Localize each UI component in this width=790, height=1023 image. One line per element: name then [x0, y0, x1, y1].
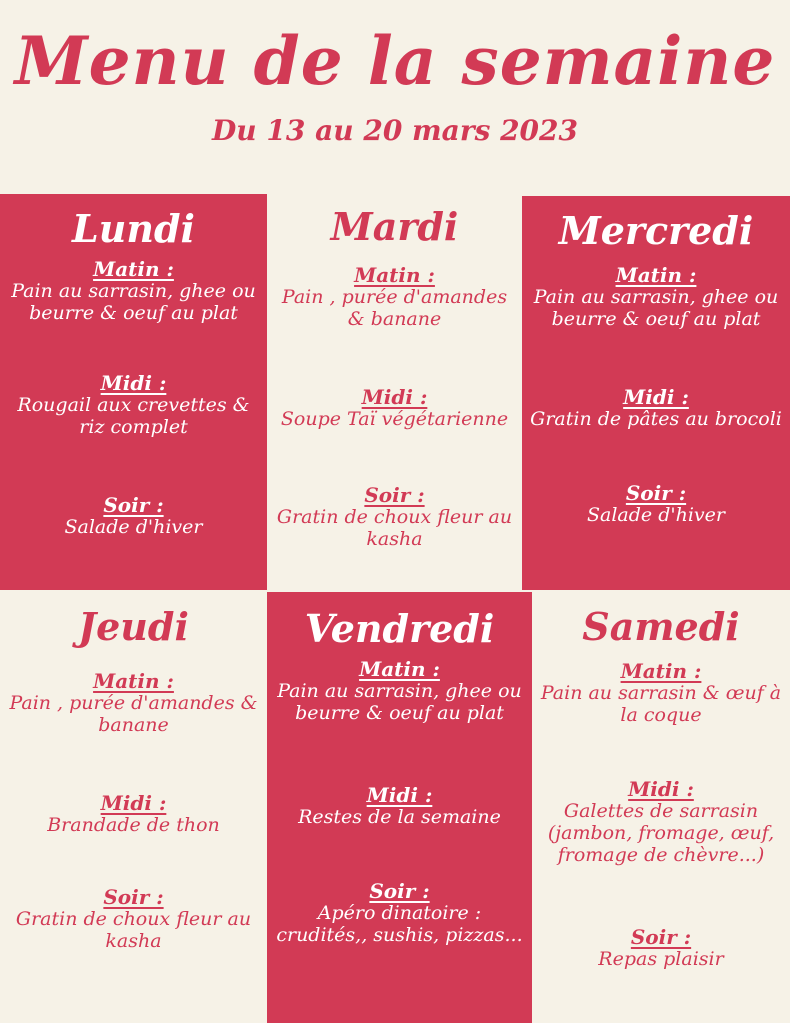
meal-label: Soir : [364, 483, 425, 507]
meal-matin [532, 660, 790, 726]
meal-text: Soupe Taï végétarienne [280, 408, 509, 430]
meal-text: Gratin de choux fleur au kasha [15, 908, 252, 952]
meal-label: Matin : [354, 263, 435, 287]
meal-text: Salade d'hiver [64, 516, 203, 538]
meal-label: Matin : [93, 669, 174, 693]
meal-label: Midi : [100, 371, 167, 395]
meal-text: Pain au sarrasin & œuf à la coque [540, 682, 782, 726]
day-name: Lundi [72, 206, 195, 251]
meal-soir [522, 482, 790, 526]
page-title: Menu de la semaine [14, 22, 776, 100]
meal-label: Soir : [103, 885, 164, 909]
day-name: Mercredi [558, 208, 754, 253]
date-range: Du 13 au 20 mars 2023 [211, 114, 579, 147]
meal-midi [0, 372, 267, 438]
meal-label: Midi : [100, 791, 167, 815]
meal-label: Midi : [623, 385, 689, 409]
day-card-vendredi [267, 592, 532, 1023]
meal-midi [532, 778, 790, 866]
day-card-mercredi [522, 196, 790, 590]
meal-text: Restes de la semaine [298, 806, 501, 828]
meal-text: Rougail aux crevettes & riz complet [17, 394, 250, 438]
meal-matin [0, 258, 267, 324]
meal-soir [532, 926, 790, 970]
meal-label: Soir : [103, 493, 164, 517]
meal-label: Midi : [361, 385, 428, 409]
meal-midi [267, 784, 532, 828]
day-card-lundi [0, 194, 267, 590]
day-card-samedi [532, 592, 790, 1023]
meal-label: Soir : [630, 925, 692, 949]
day-name: Vendredi [304, 606, 495, 651]
day-name: Mardi [330, 204, 459, 249]
day-card-jeudi [0, 592, 267, 1023]
meal-matin [267, 264, 522, 330]
meal-text: Galettes de sarrasin (jambon, fromage, œuf, fromage de chèvre...) [547, 800, 775, 866]
meal-label: Matin : [93, 257, 174, 281]
meal-text: Gratin de pâtes au brocoli [530, 408, 782, 430]
meal-soir [0, 886, 267, 952]
meal-matin [267, 658, 532, 724]
meal-soir [267, 880, 532, 946]
meal-label: Midi : [366, 783, 433, 807]
meal-text: Pain au sarrasin, ghee ou beurre & oeuf au plat [533, 286, 779, 330]
meal-label: Matin : [620, 659, 702, 683]
meal-text: Apéro dinatoire : crudités,, sushis, pizzas... [276, 902, 523, 946]
meal-label: Soir : [369, 879, 430, 903]
meal-text: Pain , purée d'amandes & banane [9, 692, 258, 736]
meal-text: Brandade de thon [47, 814, 220, 836]
meal-midi [0, 792, 267, 836]
meal-label: Matin : [359, 657, 440, 681]
meal-text: Pain au sarrasin, ghee ou beurre & oeuf au plat [11, 280, 256, 324]
meal-soir [267, 484, 522, 550]
meal-text: Gratin de choux fleur au kasha [276, 506, 513, 550]
meal-matin [0, 670, 267, 736]
meal-text: Pain , purée d'amandes & banane [281, 286, 508, 330]
meal-text: Salade d'hiver [587, 504, 725, 526]
meal-midi [522, 386, 790, 430]
meal-label: Midi : [628, 777, 694, 801]
day-name: Jeudi [78, 604, 189, 649]
meal-midi [267, 386, 522, 430]
meal-text: Pain au sarrasin, ghee ou beurre & oeuf au plat [277, 680, 522, 724]
meal-text: Repas plaisir [598, 948, 724, 970]
meal-label: Soir : [625, 481, 687, 505]
meal-label: Matin : [615, 263, 697, 287]
meal-soir [0, 494, 267, 538]
day-name: Samedi [582, 604, 740, 649]
meal-matin [522, 264, 790, 330]
day-card-mardi [267, 194, 522, 590]
